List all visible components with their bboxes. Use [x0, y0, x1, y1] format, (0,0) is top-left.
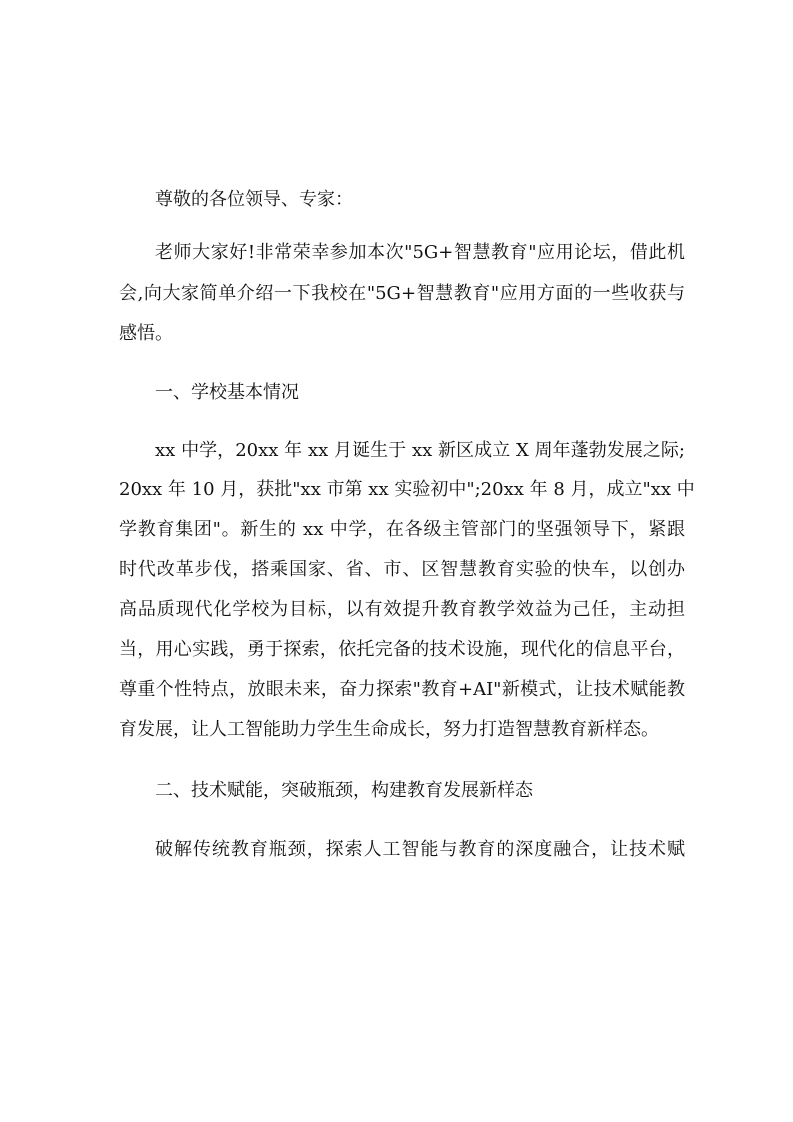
- paragraph-line: 20xx 年 10 月，获批"xx 市第 xx 实验初中";20xx 年 8 月，成立"xx 中: [119, 479, 695, 500]
- paragraph-line: 破解传统教育瓶颈，探索人工智能与教育的深度融合，让技术赋: [155, 839, 685, 860]
- paragraph-line: 会,向大家简单介绍一下我校在"5G+智慧教育"应用方面的一些收获与: [119, 283, 685, 304]
- paragraph-line: 尊重个性特点，放眼未来，奋力探索"教育+AI"新模式，让技术赋能教: [119, 679, 685, 700]
- section-heading: 一、学校基本情况: [155, 382, 299, 403]
- paragraph-line: 学教育集团"。新生的 xx 中学，在各级主管部门的坚强领导下，紧跟: [119, 519, 685, 540]
- paragraph-line: xx 中学，20xx 年 xx 月诞生于 xx 新区成立 X 周年蓬勃发展之际;: [155, 440, 685, 461]
- paragraph-line: 感悟。: [119, 323, 173, 344]
- paragraph-line: 育发展，让人工智能助力学生生命成长，努力打造智慧教育新样态。: [119, 719, 659, 740]
- paragraph-line: 当，用心实践，勇于探索，依托完备的技术设施，现代化的信息平台，: [119, 639, 685, 660]
- section-heading: 二、技术赋能，突破瓶颈，构建教育发展新样态: [155, 780, 533, 801]
- paragraph-line: 高品质现代化学校为目标，以有效提升教育教学效益为己任，主动担: [119, 599, 685, 620]
- paragraph-line: 时代改革步伐，搭乘国家、省、市、区智慧教育实验的快车，以创办: [119, 559, 685, 580]
- salutation: 尊敬的各位领导、专家：: [155, 189, 353, 210]
- paragraph-line: 老师大家好!非常荣幸参加本次"5G+智慧教育"应用论坛，借此机: [155, 242, 685, 263]
